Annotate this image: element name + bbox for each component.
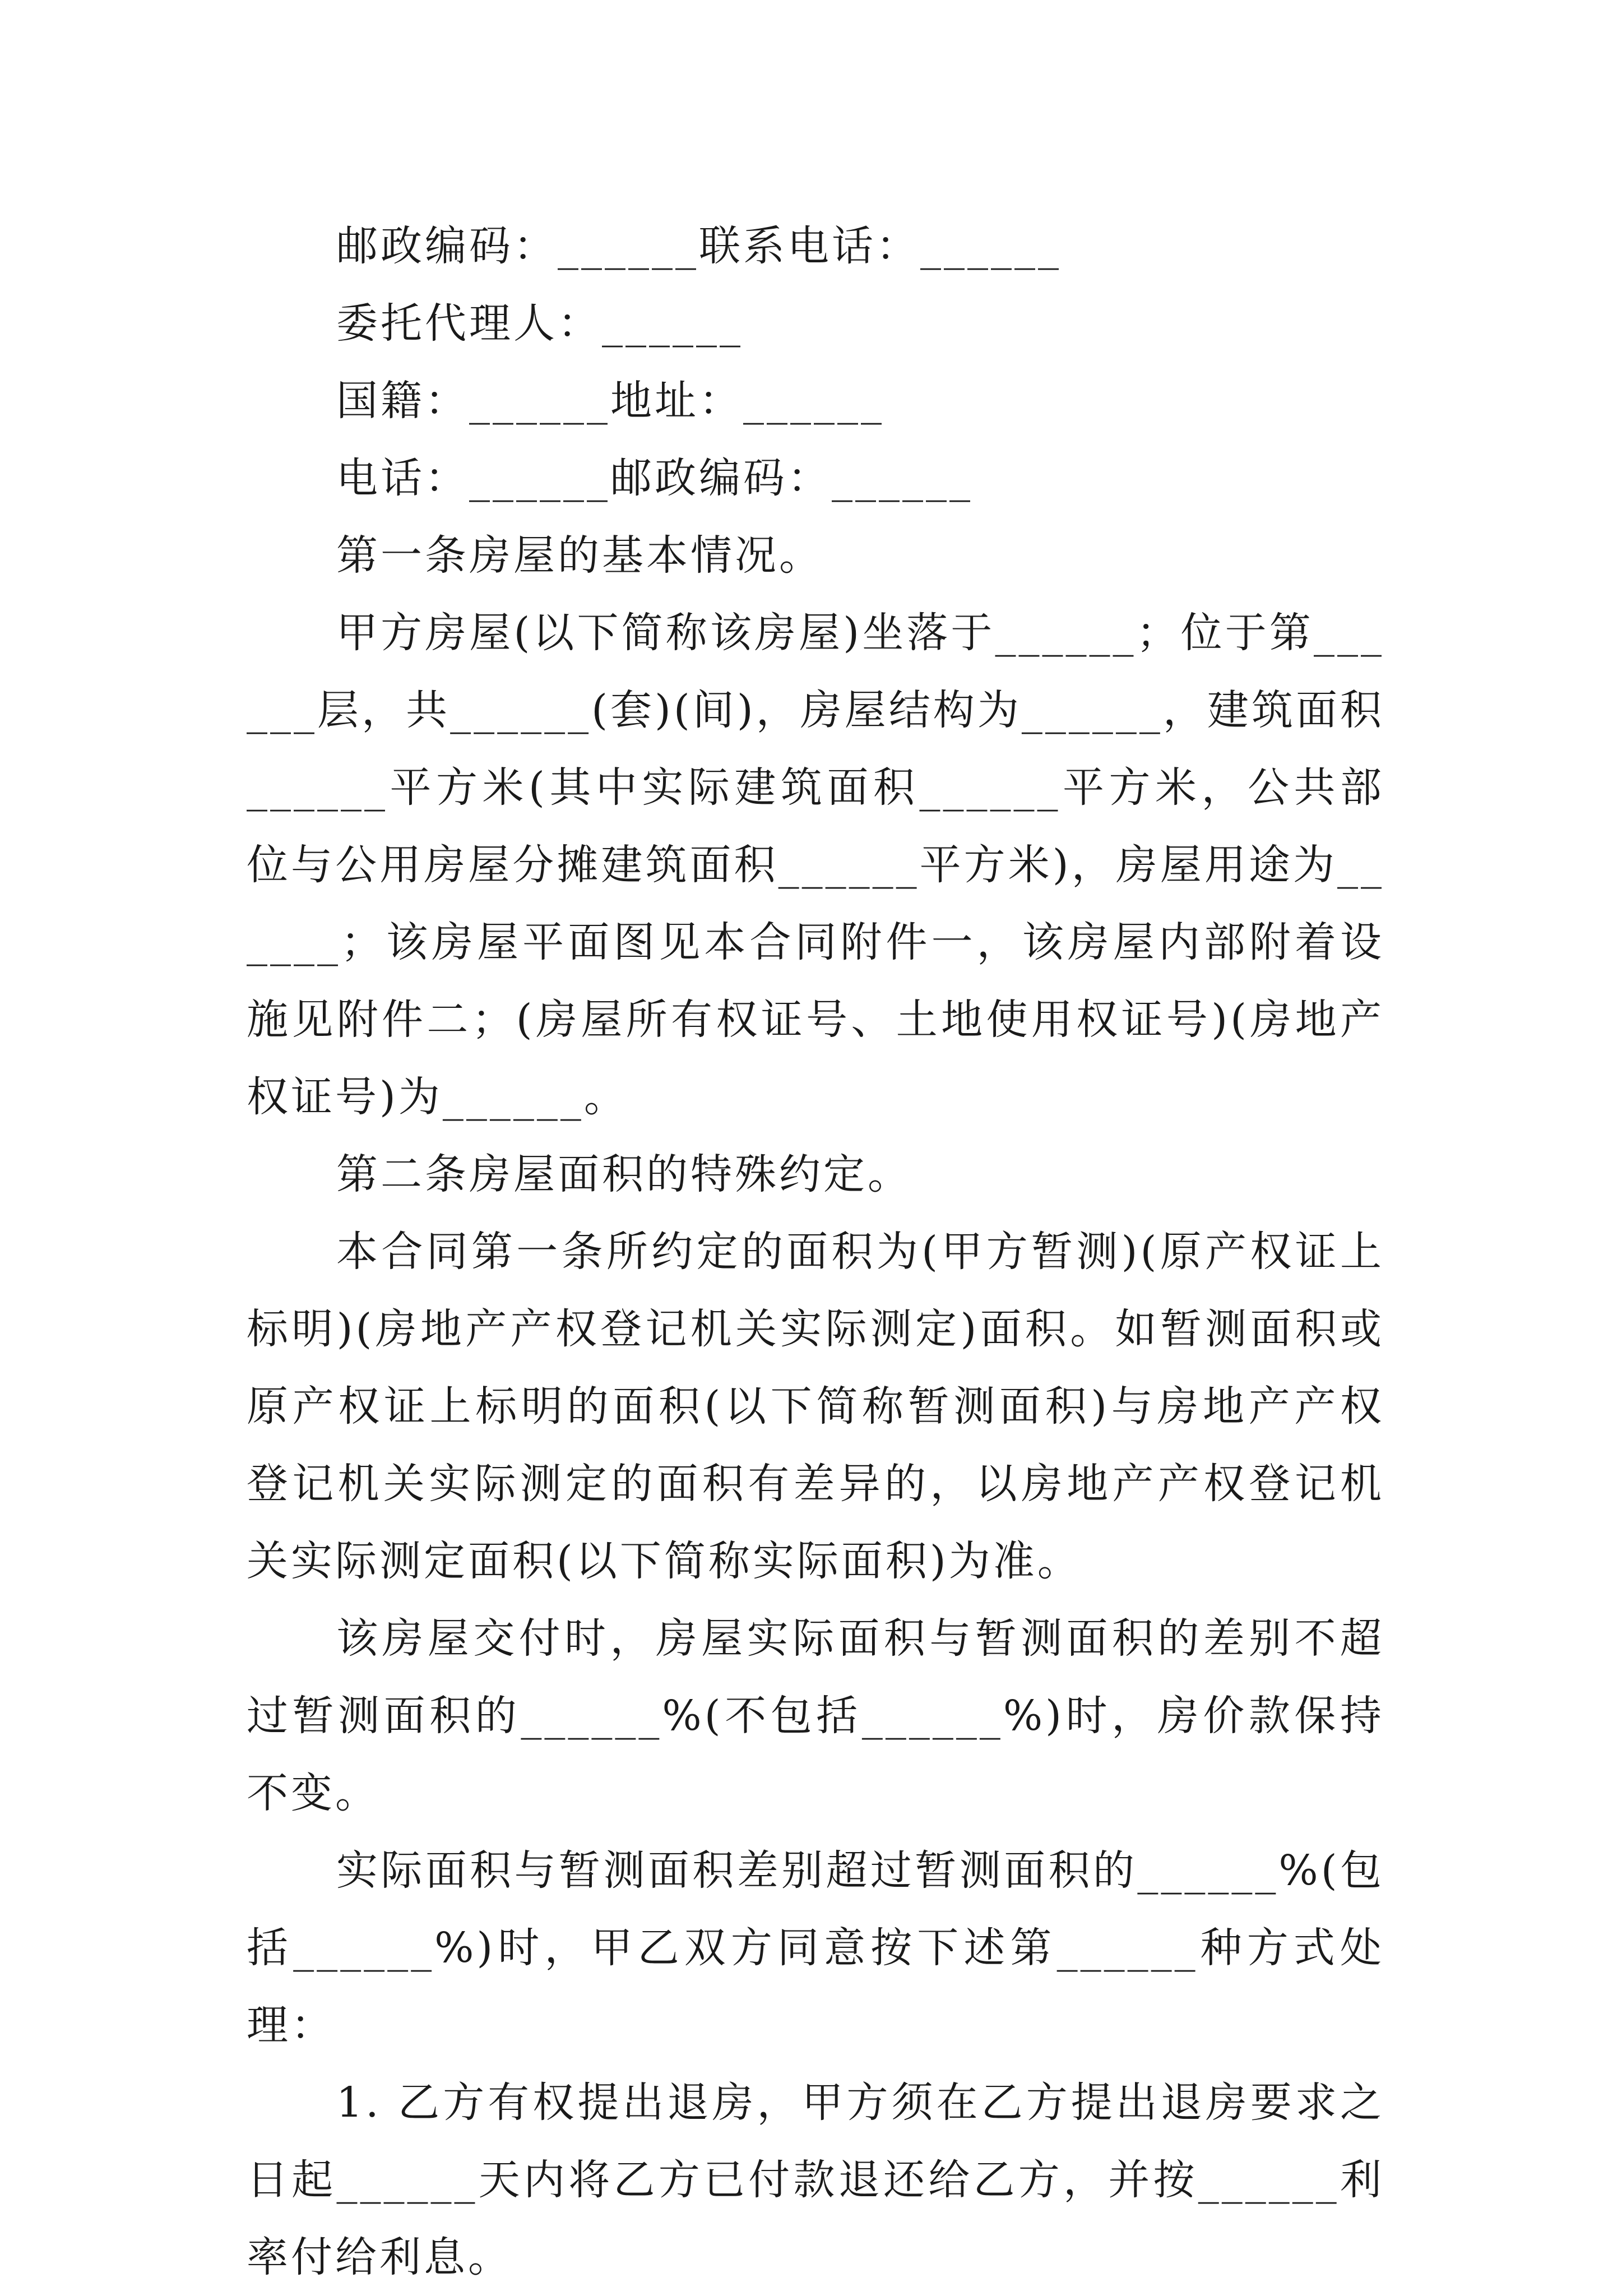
article-2-heading: 第二条房屋面积的特殊约定。 — [336, 1150, 912, 1198]
article-1-heading: 第一条房屋的基本情况。 — [336, 531, 823, 580]
nationality-address-line: 国籍：______地址：______ — [336, 377, 884, 425]
contract-page — [247, 207, 1384, 2296]
option-1-paragraph: 1. 乙方有权提出退房，甲方须在乙方提出退房要求之日起______天内将乙方已付款退还给乙方，并按______利率付给利息。 — [247, 2079, 1384, 2281]
phone-postal-line: 电话：______邮政编码：______ — [336, 454, 973, 502]
article-2-body: 本合同第一条所约定的面积为(甲方暂测)(原产权证上标明)(房地产产权登记机关实际测定)面积。如暂测面积或原产权证上标明的面积(以下简称暂测面积)与房地产产权登记机关实际测定的面积有差异的，以房地产产权登记机关实际测定面积(以下简称实际面积)为准。 — [247, 1228, 1384, 1585]
area-excess-paragraph: 实际面积与暂测面积差别超过暂测面积的______%(包括______%)时，甲乙双方同意按下述第______种方式处理： — [247, 1846, 1384, 2049]
agent-line: 委托代理人：______ — [336, 299, 743, 348]
postal-phone-line: 邮政编码：______联系电话：______ — [336, 222, 1062, 270]
area-tolerance-paragraph: 该房屋交付时，房屋实际面积与暂测面积的差别不超过暂测面积的______%(不包括______%)时，房价款保持不变。 — [247, 1614, 1384, 1817]
article-1-body: 甲方房屋(以下简称该房屋)坐落于______；位于第______层，共______(套)(间)，房屋结构为______，建筑面积______平方米(其中实际建筑面积______平方米，公共部位与公用房屋分摊建筑面积______平方米)，房屋用途为______；该房屋平面图见本合同附件一，该房屋内部附着设施见附件二；(房屋所有权证号、土地使用权证号)(房地产权证号)为______。 — [247, 609, 1384, 1121]
